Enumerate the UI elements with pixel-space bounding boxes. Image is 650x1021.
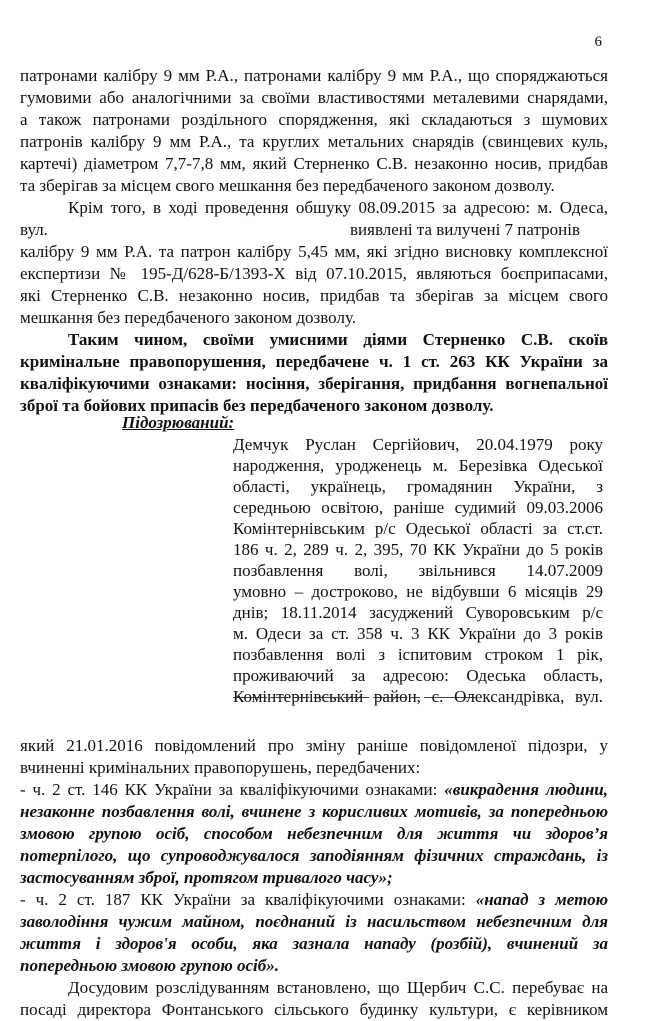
text-line: Комінтернівським р/с Одеської області за ст.ст.	[233, 519, 603, 538]
text-line: який 21.01.2016 повідомлений про зміну раніше повідомленої підозри, у	[20, 736, 608, 755]
text-line: позбавлення волі, звільнився 14.07.2009	[233, 561, 603, 580]
text-line	[20, 219, 608, 241]
text-line: експертизи № 195-Д/628-Б/1393-Х від 07.10.2015, являються боєприпасами,	[20, 264, 608, 283]
text-line: вчиненні кримінальних правопорушень, передбачених:	[20, 758, 421, 777]
text-line	[20, 779, 608, 801]
text-line: кримінальне правопорушення, передбачене ч. 1 ст. 263 КК України за	[20, 352, 608, 371]
text-line: проживаючий за адресою: Одеська область,	[233, 666, 603, 685]
text-line: життя і здоров'я особи, яка зазнала нападу (розбій), вчинений за	[20, 934, 608, 953]
text-line: середньою освітою, раніше судимий 09.03.2006	[233, 498, 603, 517]
text-line: які Стерненко С.В. незаконно носив, придбав та зберігав за місцем свого	[20, 286, 608, 305]
text-fragment: виявлені та вилучені 7 патронів	[350, 220, 580, 239]
text-line: Демчук Руслан Сергійович, 20.04.1979 року	[233, 435, 603, 454]
text-line: зброї та бойових припасів без передбаченого законом дозволу.	[20, 396, 494, 415]
text-line: гумовими або аналогічними за своїми властивостями металевими снарядами,	[20, 88, 608, 107]
page-number: 6	[594, 34, 602, 50]
text-line: калібру 9 мм Р.А. та патрон калібру 5,45 мм, які згідно висновку комплексної	[20, 242, 608, 261]
text-line: патронів калібру 9 мм Р.А., та круглих метальних снарядів (свинцевих куль,	[20, 132, 608, 151]
suspect-label: Підозрюваний:	[122, 413, 235, 432]
text-line: змовою групою осіб, способом небезпечним для життя чи здоров’я	[20, 824, 608, 843]
text-line: Досудовим розслідуванням встановлено, що Щербич С.С. перебуває на	[68, 978, 608, 997]
text-line: а також патронами роздільного спорядження, які складаються з шумових	[20, 110, 608, 129]
article-prefix: - ч. 2 ст. 187 КК України за кваліфікуючими ознаками:	[20, 890, 466, 909]
text-line: картечі) діаметром 7,7-7,8 мм, який Стерненко С.В. незаконно носив, придбав	[20, 154, 608, 173]
text-line: області, українець, громадянин України, з	[233, 477, 603, 496]
article-prefix: - ч. 2 ст. 146 КК України за кваліфікуючими ознаками:	[20, 780, 438, 799]
text-line: заволодіння чужим майном, поєднаний із насильством небезпечним для	[20, 912, 608, 931]
street-prefix: вул.	[20, 220, 48, 239]
text-line: 186 ч. 2, 289 ч. 2, 395, 70 КК України до 5 років	[233, 540, 603, 559]
text-line: застосуванням зброї, протягом тривалого часу»;	[20, 868, 393, 887]
article-quote: «напад з метою	[475, 890, 609, 909]
text-line: народження, уродженець м. Березівка Одеської	[233, 456, 603, 475]
text-line: попередньою змовою групою осіб».	[20, 956, 279, 975]
text-line: посаді директора Фонтанського сільського будинку культури, є керівником	[20, 1000, 608, 1019]
text-line: потерпілого, що супроводжувалося заподіянням фізичних страждань, із	[20, 846, 608, 865]
text-line: Комінтернівський район, с. Олександрівка, вул.	[233, 687, 603, 706]
text-line: патронами калібру 9 мм Р.А., патронами калібру 9 мм Р.А., що споряджаються	[20, 66, 608, 85]
text-line: кваліфікуючими ознаками: носіння, зберігання, придбання вогнепальної	[20, 374, 608, 393]
text-line: незаконне позбавлення волі, вчинене з корисливих мотивів, за попередньою	[20, 802, 608, 821]
cropped-line-fragment	[233, 695, 613, 702]
text-line: Таким чином, своїми умисними діями Стерненко С.В. скоїв	[68, 330, 608, 349]
text-line: Крім того, в ході проведення обшуку 08.09.2015 за адресою: м. Одеса,	[68, 198, 608, 217]
text-line: та зберігав за місцем свого мешкання без передбаченого законом дозволу.	[20, 176, 555, 195]
text-line: днів; 18.11.2014 засуджений Суворовським р/с	[233, 603, 603, 622]
text-line	[20, 889, 608, 911]
text-line: умовно – достроково, не відбувши 6 місяців 29	[233, 582, 603, 601]
text-line: м. Одеси за ст. 358 ч. 3 КК України до 3 років	[233, 624, 603, 643]
text-line: мешкання без передбаченого законом дозволу.	[20, 308, 356, 327]
text-line: позбавлення волі з іспитовим строком 1 рік,	[233, 645, 603, 664]
article-quote: «викрадення людини,	[444, 780, 609, 799]
